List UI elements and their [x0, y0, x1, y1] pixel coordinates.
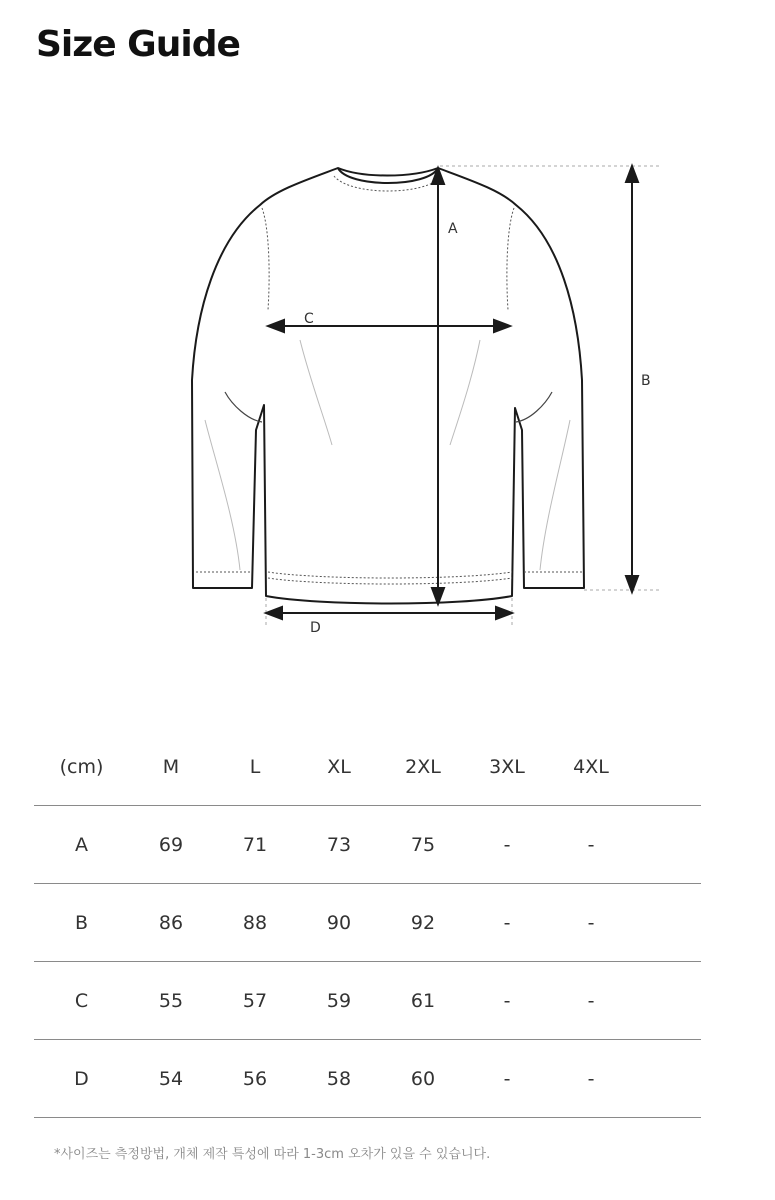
- table-cell: 69: [158, 833, 184, 856]
- table-cell: -: [503, 911, 511, 934]
- garment-diagram: [0, 140, 775, 640]
- header-unit: (cm): [59, 755, 104, 778]
- sweatshirt-illustration: [0, 140, 775, 640]
- table-row: [34, 884, 701, 962]
- table-cell: -: [587, 833, 595, 856]
- table-row: [34, 1040, 701, 1118]
- header-size: 3XL: [489, 755, 525, 778]
- label-d: D: [310, 620, 321, 636]
- table-cell: 61: [410, 989, 436, 1012]
- table-cell: 92: [410, 911, 436, 934]
- table-cell: 54: [158, 1067, 184, 1090]
- table-cell: 60: [410, 1067, 436, 1090]
- table-cell: 73: [326, 833, 352, 856]
- header-size: M: [162, 755, 180, 778]
- label-b: B: [641, 373, 651, 389]
- table-cell: -: [503, 1067, 511, 1090]
- table-cell: 86: [158, 911, 184, 934]
- row-label: B: [74, 911, 89, 934]
- table-cell: 59: [326, 989, 352, 1012]
- table-cell: -: [587, 911, 595, 934]
- table-header-row: [34, 728, 701, 806]
- table-cell: -: [587, 1067, 595, 1090]
- table-cell: -: [503, 989, 511, 1012]
- table-row: [34, 806, 701, 884]
- table-cell: 90: [326, 911, 352, 934]
- header-size: 2XL: [405, 755, 441, 778]
- header-size: 4XL: [573, 755, 609, 778]
- table-cell: -: [503, 833, 511, 856]
- table-cell: 55: [158, 989, 184, 1012]
- header-size: L: [249, 755, 261, 778]
- page-title: Size Guide: [36, 24, 240, 65]
- table-cell: 57: [242, 989, 268, 1012]
- label-c: C: [304, 311, 314, 327]
- table-cell: -: [587, 989, 595, 1012]
- size-table: [34, 728, 701, 1118]
- row-label: D: [74, 1067, 89, 1090]
- table-cell: 75: [410, 833, 436, 856]
- row-label: A: [75, 833, 88, 856]
- label-a: A: [448, 221, 458, 237]
- table-row: [34, 962, 701, 1040]
- table-cell: 58: [326, 1067, 352, 1090]
- table-cell: 88: [242, 911, 268, 934]
- table-cell: 71: [242, 833, 268, 856]
- measurement-note: *사이즈는 측정방법, 개체 제작 특성에 따라 1-3cm 오차가 있을 수 있습니다.: [54, 1147, 491, 1162]
- table-cell: 56: [242, 1067, 268, 1090]
- shirt-outline: [192, 168, 584, 604]
- row-label: C: [74, 989, 89, 1012]
- header-size: XL: [327, 755, 351, 778]
